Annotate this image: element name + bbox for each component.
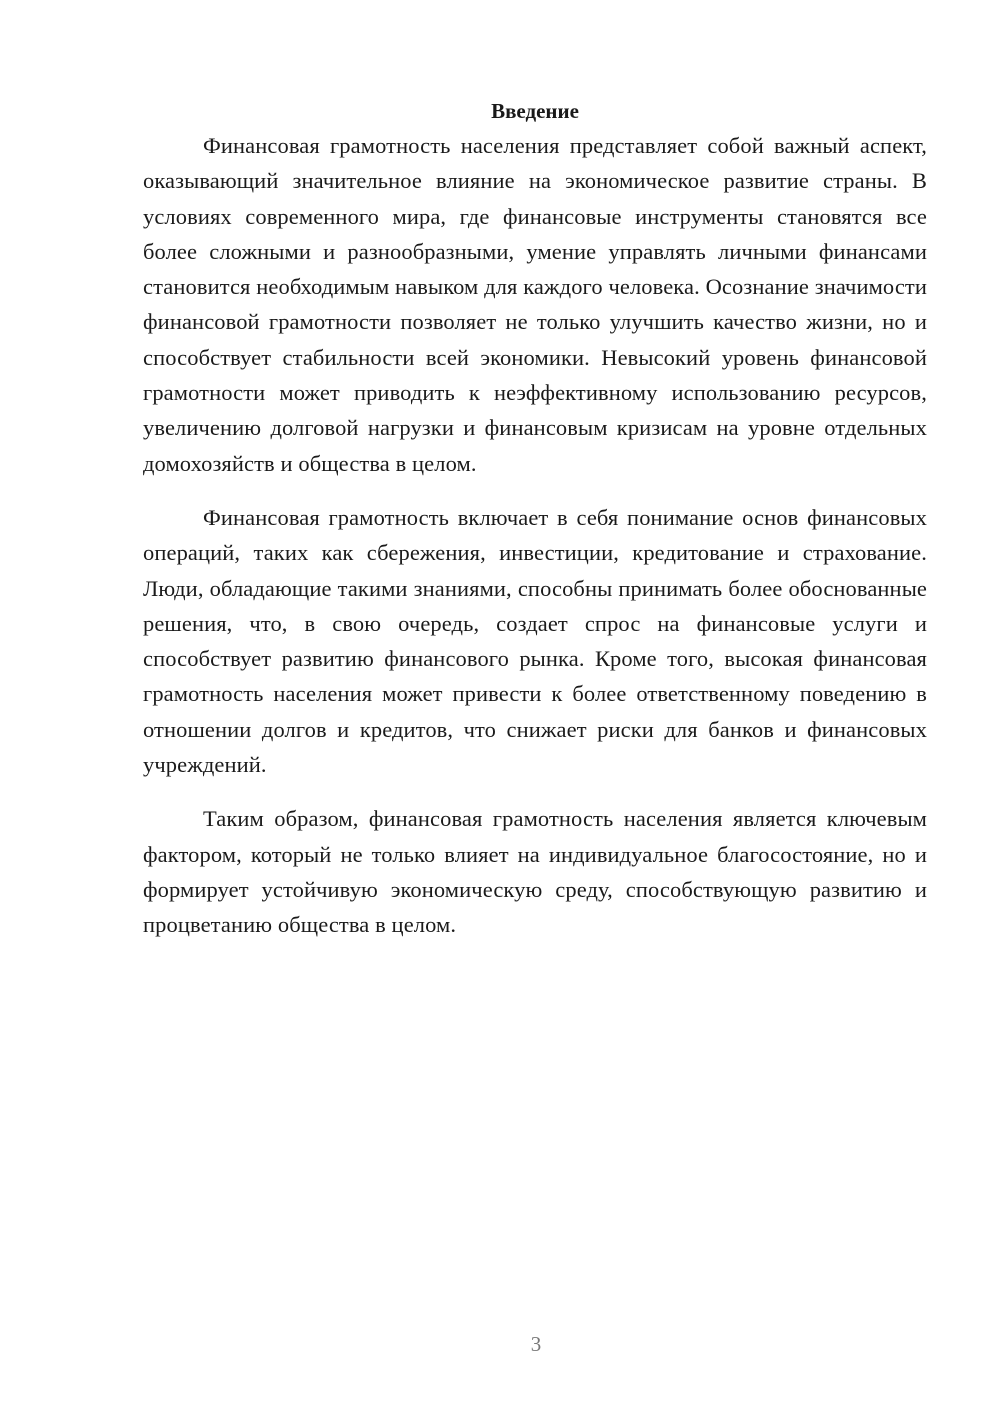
paragraph-3: Таким образом, финансовая грамотность населения является ключевым фактором, который не только влияет на индивидуальное благосостояние, но и формирует устойчивую экономическую среду, способствующую развитию и процветанию общества в целом. [143,806,927,938]
section-heading: Введение [491,99,579,123]
page-content [143,94,927,943]
page-number: 3 [530,1332,542,1356]
paragraph-2: Финансовая грамотность включает в себя понимание основ финансовых операций, таких как сбережения, инвестиции, кредитование и страхование. Люди, обладающие такими знаниями, способны принимать более обоснованные решения, что, в свою очередь, создает спрос на финансовые услуги и способствует развитию финансового рынка. Кроме того, высокая финансовая грамотность населения может привести к более ответственному поведению в отношении долгов и кредитов, что снижает риски для банков и финансовых учреждений. [143,504,927,778]
paragraph-1: Финансовая грамотность населения представляет собой важный аспект, оказывающий значительное влияние на экономическое развитие страны. В условиях современного мира, где финансовые инструменты становятся все более сложными и разнообразными, умение управлять личными финансами становится необходимым навыком для каждого человека. Осознание значимости финансовой грамотности позволяет не только улучшить качество жизни, но и способствует стабильности всей экономики. Невысокий уровень финансовой грамотности может приводить к неэффективному использованию ресурсов, увеличению долговой нагрузки и финансовым кризисам на уровне отдельных домохозяйств и общества в целом. [143,133,927,476]
